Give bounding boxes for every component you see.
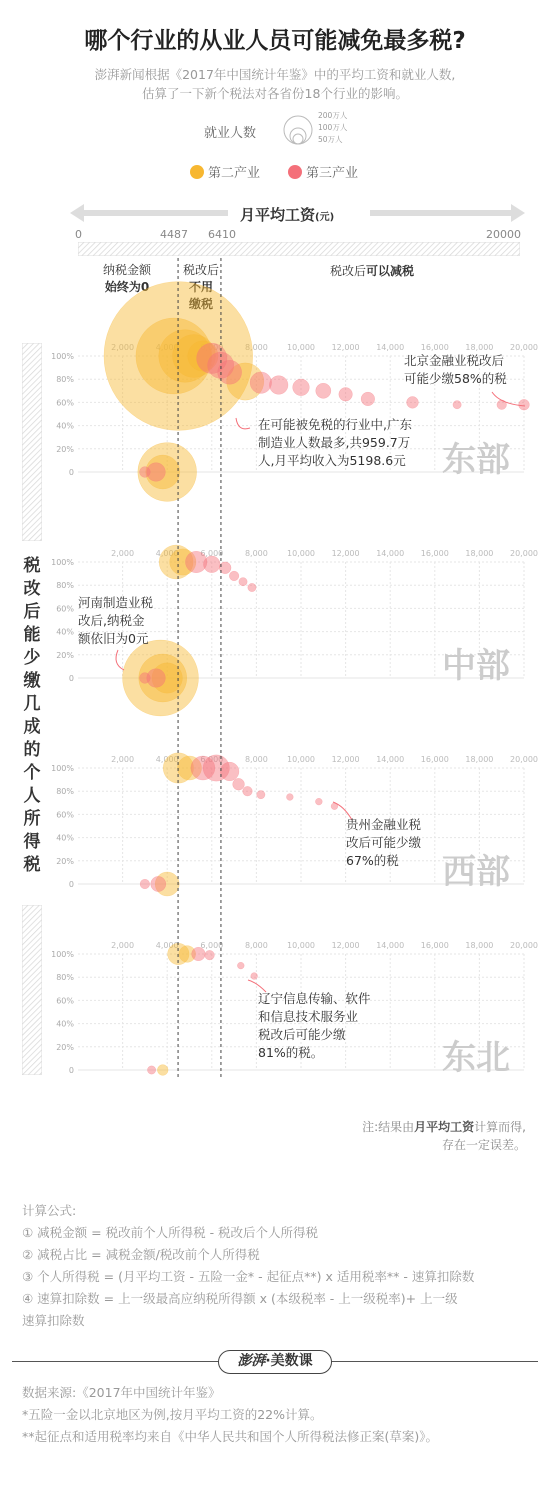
x-tick-label: 2,000 xyxy=(111,549,135,558)
x-tick-label: 4,000 xyxy=(155,941,179,950)
y-tick-label: 20% xyxy=(56,650,74,660)
data-point xyxy=(339,387,353,401)
note-prefix: 注:结果由 xyxy=(362,1120,415,1134)
y-title-char: 后 xyxy=(23,602,41,622)
annotation-pointer xyxy=(236,418,250,429)
y-tick-label: 60% xyxy=(56,604,74,614)
data-point xyxy=(140,673,151,684)
x-tick-label: 20,000 xyxy=(510,941,538,950)
region-label-northeast: 东北 xyxy=(442,1038,510,1078)
size-legend-50: 50万人 xyxy=(318,135,343,144)
formula-4a: ④ 速算扣除数 = 上一级最高应纳税所得额 x (本级税率 - 上一级税率)+ 上一级 xyxy=(22,1291,458,1306)
formula-3: ③ 个人所得税 = (月平均工资 - 五险一金* - 起征点**) x 适用税率** - 速算扣除数 xyxy=(22,1269,475,1284)
annotation-beijing-finance xyxy=(404,352,507,388)
ann-central-3: 额依旧为0元 xyxy=(78,631,149,646)
region-label-west: 西部 xyxy=(442,852,510,892)
note-line2: 存在一定误差。 xyxy=(441,1138,526,1152)
formula-title: 计算公式: xyxy=(22,1203,77,1218)
formulas xyxy=(22,1200,474,1332)
region-label-central: 中部 xyxy=(442,646,510,686)
axis-tick-0: 0 xyxy=(75,228,82,241)
x-tick-label: 6,000 xyxy=(200,343,224,352)
x-tick-label: 4,000 xyxy=(155,549,179,558)
axis-title-unit: (元) xyxy=(315,212,335,223)
data-point xyxy=(151,876,166,891)
data-point xyxy=(248,583,256,591)
ann-ne-4: 81%的税。 xyxy=(258,1045,324,1060)
y-title-char: 几 xyxy=(23,694,41,714)
x-tick-label: 10,000 xyxy=(287,549,315,558)
x-tick-label: 16,000 xyxy=(420,755,449,764)
data-point xyxy=(293,379,310,396)
annotation-guangdong-manufacturing xyxy=(258,416,412,470)
x-tick-label: 20,000 xyxy=(510,343,538,352)
ann-east-mid-2: 制造业人数最多,共959.7万 xyxy=(258,435,411,450)
y-tick-label: 20% xyxy=(56,856,74,866)
x-tick-label: 16,000 xyxy=(420,941,449,950)
y-tick-label: 40% xyxy=(56,421,74,431)
data-point xyxy=(239,578,247,586)
x-tick-label: 2,000 xyxy=(111,755,135,764)
y-title-char: 能 xyxy=(23,625,41,645)
x-tick-label: 12,000 xyxy=(331,549,360,558)
data-point xyxy=(140,879,150,889)
data-point xyxy=(453,401,461,409)
x-tick-label: 2,000 xyxy=(111,941,135,950)
y-tick-label: 100% xyxy=(51,558,74,567)
x-tick-label: 14,000 xyxy=(376,941,405,950)
x-tick-label: 10,000 xyxy=(287,941,315,950)
y-title-char: 税 xyxy=(23,855,41,875)
x-tick-label: 20,000 xyxy=(510,755,538,764)
zone3-prefix: 税改后 xyxy=(330,264,367,278)
annotation-liaoning-it xyxy=(258,990,371,1062)
x-tick-label: 18,000 xyxy=(465,549,494,558)
footer-source: 数据来源:《2017年中国统计年鉴》 xyxy=(22,1385,221,1400)
size-legend-200: 200万人 xyxy=(318,111,348,120)
x-tick-label: 12,000 xyxy=(331,755,360,764)
zone2-line3: 缴税 xyxy=(188,297,213,311)
y-tick-label: 40% xyxy=(56,627,74,637)
y-tick-label: 40% xyxy=(56,1019,74,1029)
data-point xyxy=(203,556,220,573)
x-tick-label: 18,000 xyxy=(465,343,494,352)
y-tick-label: 100% xyxy=(51,764,74,773)
data-point xyxy=(191,756,215,780)
y-tick-label: 60% xyxy=(56,810,74,820)
formula-2: ② 减税占比 = 减税金额/税改前个人所得税 xyxy=(22,1247,260,1262)
ann-ne-1: 辽宁信息传输、软件 xyxy=(258,991,371,1006)
y-title-char: 税 xyxy=(23,556,41,576)
ann-west-3: 67%的税 xyxy=(346,853,399,868)
x-tick-label: 6,000 xyxy=(200,755,224,764)
brand-logo: 澎湃 xyxy=(237,1353,266,1369)
axis-tick-6410: 6410 xyxy=(208,228,236,241)
x-tick-label: 10,000 xyxy=(287,343,315,352)
data-point xyxy=(286,794,293,801)
formula-4b: 速算扣除数 xyxy=(22,1313,85,1328)
data-point xyxy=(361,392,375,406)
zone2-line2: 不用 xyxy=(188,280,213,294)
x-tick-label: 12,000 xyxy=(331,343,360,352)
ann-ne-2: 和信息技术服务业 xyxy=(258,1009,359,1024)
y-tick-label: 60% xyxy=(56,996,74,1006)
subtitle-line-1: 澎湃新闻根据《2017年中国统计年鉴》中的平均工资和就业人数, xyxy=(94,67,456,82)
ann-central-2: 改后,纳税金 xyxy=(78,613,145,628)
data-point xyxy=(229,571,239,581)
note-line1 xyxy=(362,1118,526,1136)
brand-name: 美数课 xyxy=(270,1353,313,1369)
data-point xyxy=(233,778,245,790)
x-tick-label: 18,000 xyxy=(465,941,494,950)
y-title-char: 缴 xyxy=(23,671,41,691)
data-point xyxy=(315,798,322,805)
x-tick-label: 6,000 xyxy=(200,941,224,950)
zone2-line1: 税改后 xyxy=(182,263,219,277)
axis-title-text: 月平均工资 xyxy=(240,206,316,224)
y-tick-label: 80% xyxy=(56,375,74,385)
y-title-char: 少 xyxy=(23,648,41,668)
footer-note-1: *五险一金以北京地区为例,按月平均工资的22%计算。 xyxy=(22,1407,323,1422)
x-tick-label: 16,000 xyxy=(420,549,449,558)
data-point xyxy=(250,372,271,393)
data-point xyxy=(257,791,265,799)
y-tick-label: 80% xyxy=(56,787,74,797)
y-tick-label: 0 xyxy=(68,468,74,477)
y-tick-label: 80% xyxy=(56,973,74,983)
ann-west-2: 改后可能少缴 xyxy=(346,835,422,850)
data-point xyxy=(251,973,258,980)
footer-note-2: **起征点和适用税率均来自《中华人民共和国个人所得税法修正案(草案)》。 xyxy=(22,1429,439,1444)
ann-west-1: 贵州金融业税 xyxy=(346,817,422,832)
page-title: 哪个行业的从业人员可能减免最多税? xyxy=(84,28,466,54)
x-tick-label: 14,000 xyxy=(376,755,405,764)
y-title-char: 所 xyxy=(23,809,41,829)
x-tick-label: 16,000 xyxy=(420,343,449,352)
y-title-char: 的 xyxy=(23,740,41,760)
y-tick-label: 0 xyxy=(68,880,74,889)
x-tick-label: 12,000 xyxy=(331,941,360,950)
axis-tick-4487: 4487 xyxy=(160,228,188,241)
x-tick-label: 20,000 xyxy=(510,549,538,558)
data-point xyxy=(220,762,239,781)
data-point xyxy=(519,399,530,410)
legend-secondary-label: 第二产业 xyxy=(208,166,261,181)
x-tick-label: 2,000 xyxy=(111,343,135,352)
ann-east-mid-1: 在可能被免税的行业中,广东 xyxy=(258,417,412,432)
ann-east-right-2: 可能少缴58%的税 xyxy=(404,371,507,386)
zone1-line1: 纳税金额 xyxy=(102,263,151,277)
footer xyxy=(22,1382,438,1448)
ann-east-right-1: 北京金融业税改后 xyxy=(404,353,505,368)
y-tick-label: 80% xyxy=(56,581,74,591)
region-label-east: 东部 xyxy=(442,440,510,480)
y-tick-label: 0 xyxy=(68,1066,74,1075)
x-tick-label: 8,000 xyxy=(244,755,268,764)
x-tick-label: 8,000 xyxy=(244,941,268,950)
data-point xyxy=(316,383,331,398)
y-title-char: 人 xyxy=(23,786,41,806)
x-tick-label: 18,000 xyxy=(465,755,494,764)
size-legend-100: 100万人 xyxy=(318,123,348,132)
data-point xyxy=(243,786,253,796)
y-title-char: 成 xyxy=(23,717,41,737)
ann-east-mid-3: 人,月平均收入为5198.6元 xyxy=(258,453,406,468)
y-tick-label: 40% xyxy=(56,833,74,843)
x-tick-label: 4,000 xyxy=(155,343,179,352)
data-point xyxy=(147,1066,155,1074)
note xyxy=(362,1118,526,1154)
y-tick-label: 20% xyxy=(56,444,74,454)
x-tick-label: 6,000 xyxy=(200,549,224,558)
data-point xyxy=(140,467,151,478)
y-tick-label: 20% xyxy=(56,1042,74,1052)
data-point xyxy=(205,950,215,960)
data-point xyxy=(157,1065,168,1076)
x-tick-label: 8,000 xyxy=(244,549,268,558)
y-tick-label: 100% xyxy=(51,352,74,361)
y-title-char: 个 xyxy=(23,763,41,783)
annotation-henan-manufacturing xyxy=(78,594,153,648)
data-point xyxy=(237,962,244,969)
y-tick-label: 60% xyxy=(56,398,74,408)
x-tick-label: 10,000 xyxy=(287,755,315,764)
legend-tertiary-label: 第三产业 xyxy=(306,166,359,181)
ann-ne-3: 税改后可能少缴 xyxy=(258,1027,346,1042)
y-title-char: 得 xyxy=(23,832,41,852)
y-tick-label: 100% xyxy=(51,950,74,959)
y-title-char: 改 xyxy=(23,579,41,599)
zone1-line2: 始终为0 xyxy=(104,280,150,294)
formula-1: ① 减税金额 = 税改前个人所得税 - 税改后个人所得税 xyxy=(22,1225,319,1240)
subtitle-line-2: 估算了一下新个税法对各省份18个行业的影响。 xyxy=(142,86,408,101)
x-tick-label: 14,000 xyxy=(376,343,405,352)
brand-badge: 澎湃·美数课 xyxy=(218,1350,332,1374)
x-tick-label: 4,000 xyxy=(155,755,179,764)
axis-tick-20000: 20000 xyxy=(486,228,521,241)
ann-central-1: 河南制造业税 xyxy=(78,595,154,610)
zone3-bold: 可以减税 xyxy=(366,264,415,278)
x-tick-label: 8,000 xyxy=(244,343,268,352)
data-point xyxy=(192,947,206,961)
x-tick-label: 14,000 xyxy=(376,549,405,558)
data-point xyxy=(407,397,419,409)
y-tick-label: 0 xyxy=(68,674,74,683)
data-point xyxy=(269,376,288,395)
note-suffix: 计算而得, xyxy=(474,1120,526,1134)
size-legend-label: 就业人数 xyxy=(204,126,257,141)
annotation-guizhou-finance xyxy=(346,816,421,870)
note-bold: 月平均工资 xyxy=(414,1120,475,1134)
